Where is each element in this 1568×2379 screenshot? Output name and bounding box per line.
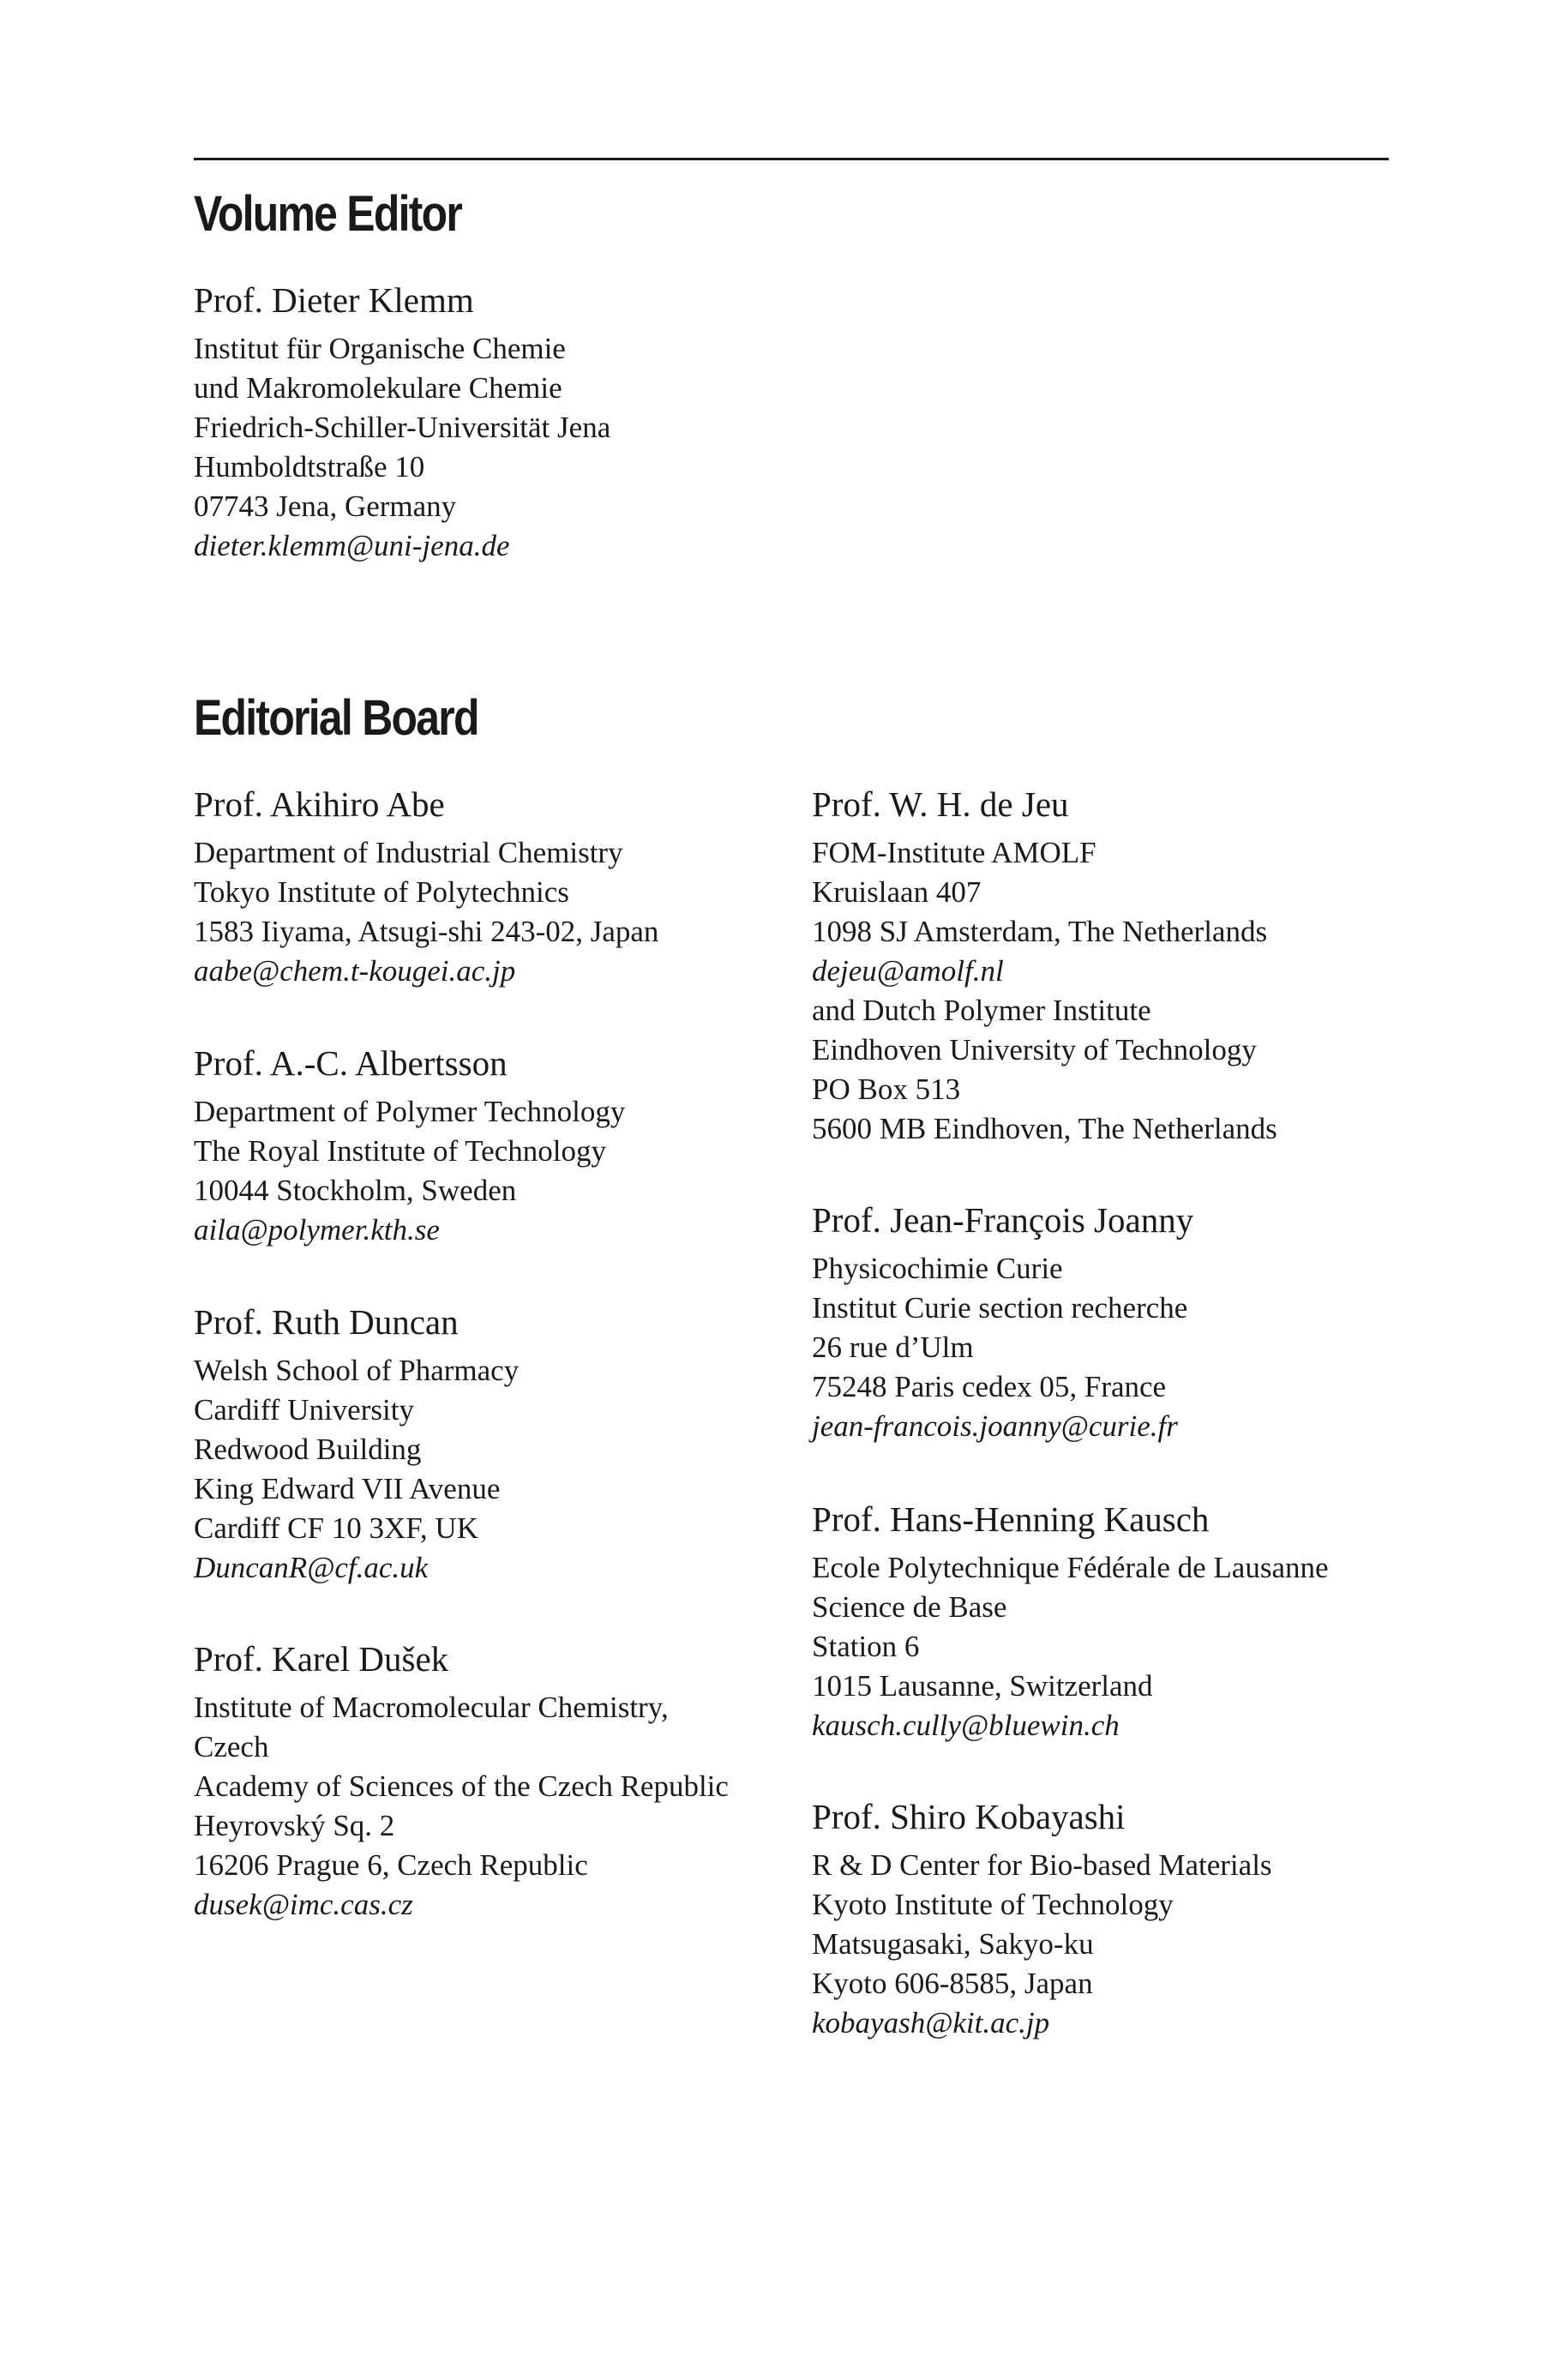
board-member-entry [812,1495,1329,1745]
address-line: Ecole Polytechnique Fédérale de Lausanne [812,1551,1329,1584]
member-name: Prof. Ruth Duncan [194,1302,459,1342]
address-line: Cardiff University [194,1393,414,1427]
address-line: Welsh School of Pharmacy [194,1354,520,1387]
address-line: Station 6 [812,1630,920,1663]
address-line: Department of Polymer Technology [194,1095,626,1128]
address-line: 1098 SJ Amsterdam, The Netherlands [812,915,1268,948]
address-line: Humboldtstraße 10 [194,450,425,484]
volume-editor-heading: Volume Editor [194,186,462,242]
editor-name: Prof. Dieter Klemm [194,280,474,320]
address-line: The Royal Institute of Technology [194,1134,606,1168]
address-line: Department of Industrial Chemistry [194,836,623,869]
address-line: Kyoto Institute of Technology [812,1888,1174,1921]
member-name: Prof. Jean-François Joanny [812,1200,1194,1240]
address-line: Friedrich-Schiller-Universität Jena [194,411,611,444]
address-line: R & D Center for Bio-based Materials [812,1848,1272,1882]
volume-editor-block [194,276,794,566]
address-line: Czech [194,1730,269,1763]
board-member-entry [812,1793,1272,2043]
volume-editor-entry [194,276,794,566]
address-line: Eindhoven University of Technology [812,1033,1257,1066]
email-link[interactable]: dieter.klemm@uni-jena.de [194,529,510,562]
member-name: Prof. Shiro Kobayashi [812,1797,1126,1836]
address-line: Institut Curie section recherche [812,1291,1188,1325]
email-link[interactable]: jean-francois.joanny@curie.fr [812,1409,1178,1443]
address-line: Science de Base [812,1590,1007,1624]
top-rule [194,158,1389,160]
board-member-entry [194,1298,519,1588]
board-member-entry [812,1196,1193,1446]
address-line: Kyoto 606-8585, Japan [812,1967,1093,2000]
email-link[interactable]: kobayash@kit.ac.jp [812,2006,1050,2040]
address-line: PO Box 513 [812,1072,961,1106]
board-member-entry [812,780,1277,1149]
member-name: Prof. A.-C. Albertsson [194,1043,508,1083]
board-member-entry [194,780,658,991]
member-name: Prof. W. H. de Jeu [812,784,1069,824]
address-line: 07743 Jena, Germany [194,490,457,523]
email-link[interactable]: aila@polymer.kth.se [194,1213,440,1247]
address-line: Heyrovský Sq. 2 [194,1809,395,1842]
editorial-board-heading: Editorial Board [194,690,478,746]
address-line: FOM-Institute AMOLF [812,836,1096,869]
board-member-entry [194,1635,729,1925]
address-line: and Dutch Polymer Institute [812,994,1151,1027]
email-link[interactable]: kausch.cully@bluewin.ch [812,1709,1120,1742]
member-name: Prof. Karel Dušek [194,1639,449,1679]
email-link[interactable]: DuncanR@cf.ac.uk [194,1551,429,1584]
address-line: Institute of Macromolecular Chemistry, [194,1691,669,1724]
address-line: 1583 Iiyama, Atsugi-shi 243-02, Japan [194,915,659,948]
address-line: Matsugasaki, Sakyo-ku [812,1927,1094,1961]
address-line: 26 rue d’Ulm [812,1331,974,1364]
address-line: 16206 Prague 6, Czech Republic [194,1848,588,1882]
address-line: Physicochimie Curie [812,1252,1063,1285]
address-line: Redwood Building [194,1433,422,1466]
member-name: Prof. Akihiro Abe [194,784,445,824]
address-line: Institut für Organische Chemie [194,332,566,365]
address-line: 75248 Paris cedex 05, France [812,1370,1167,1403]
address-line: und Makromolekulare Chemie [194,371,562,405]
address-line: Kruislaan 407 [812,875,982,909]
address-line: 5600 MB Eindhoven, The Netherlands [812,1112,1277,1145]
email-link[interactable]: dejeu@amolf.nl [812,954,1004,988]
board-member-entry [194,1039,625,1250]
email-link[interactable]: aabe@chem.t-kougei.ac.jp [194,954,516,988]
member-name: Prof. Hans-Henning Kausch [812,1499,1210,1539]
email-link[interactable]: dusek@imc.cas.cz [194,1888,413,1921]
address-line: Academy of Sciences of the Czech Republic [194,1769,729,1803]
address-line: King Edward VII Avenue [194,1472,501,1505]
address-line: 1015 Lausanne, Switzerland [812,1669,1153,1703]
address-line: Tokyo Institute of Polytechnics [194,875,569,909]
address-line: 10044 Stockholm, Sweden [194,1174,517,1207]
address-line: Cardiff CF 10 3XF, UK [194,1511,478,1545]
